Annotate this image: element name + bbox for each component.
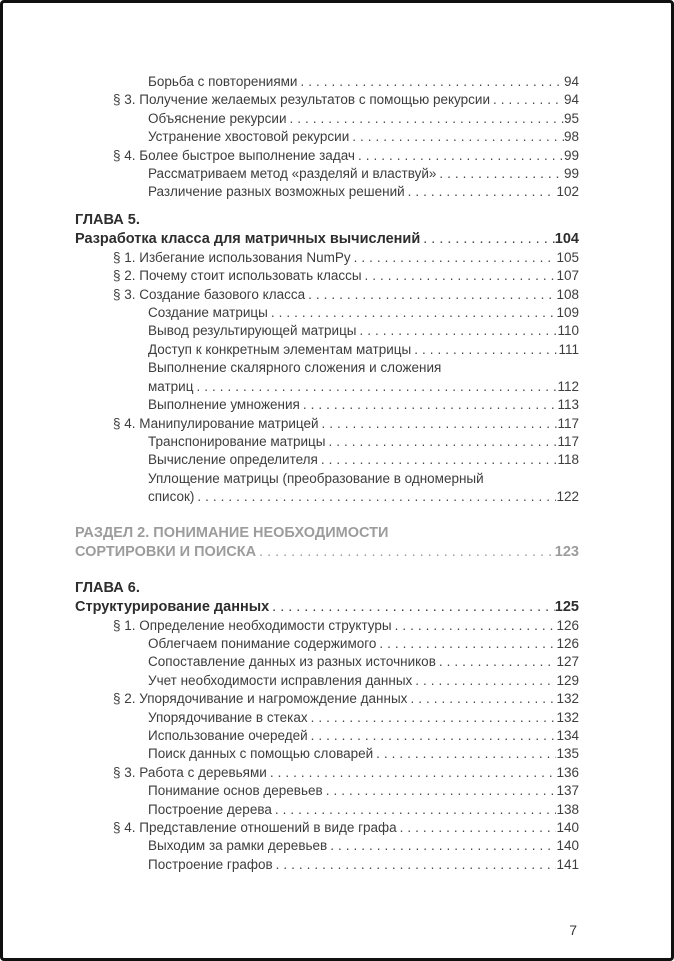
page-number: 7 <box>569 922 577 938</box>
toc-entry-title: Различение разных возможных решений <box>148 184 405 200</box>
toc-entry-title: Использование очередей <box>148 727 308 743</box>
toc-entry <box>75 304 579 322</box>
toc-entry-title: Выходим за рамки деревьев <box>148 838 328 854</box>
toc-entry <box>75 856 579 874</box>
toc-dot-leader <box>272 801 557 819</box>
toc-entry <box>75 745 579 763</box>
toc-entry-title: Понимание основ деревьев <box>148 783 323 799</box>
toc-page-number: 140 <box>556 820 579 835</box>
toc-entry-title: § 2. Почему стоит использовать классы <box>113 268 362 284</box>
toc-page-number: 117 <box>557 433 579 449</box>
toc-entry-title: Устранение хвостовой рекурсии <box>148 129 350 145</box>
toc-page-number: 140 <box>556 838 579 854</box>
toc-dot-leader <box>436 165 564 183</box>
toc-entry-title: § 1. Определение необходимости структуры <box>113 617 392 633</box>
toc-page-number: 108 <box>556 286 579 302</box>
toc-dot-leader <box>273 856 557 874</box>
toc-page-number: 94 <box>563 92 579 108</box>
toc-dot-leader <box>327 837 556 855</box>
toc-page-number: 123 <box>554 543 579 560</box>
toc-section-heading-title: СОРТИРОВКИ И ПОИСКА <box>75 543 257 560</box>
toc-page-number: 132 <box>556 691 579 707</box>
toc-page-number: 105 <box>556 249 579 265</box>
toc-entry-title: § 3. Работа с деревьями <box>113 764 267 780</box>
toc-page-number: 117 <box>557 415 579 431</box>
toc-entry <box>75 433 579 451</box>
toc-dot-leader <box>392 617 557 635</box>
toc-page-number: 135 <box>556 746 579 762</box>
toc-chapter-label-title: ГЛАВА 6. <box>75 579 140 596</box>
toc-dot-leader <box>373 745 556 763</box>
toc-entry <box>75 764 579 782</box>
toc-dot-leader <box>297 73 563 91</box>
toc-chapter-label <box>75 211 579 230</box>
toc-entry-title: Вычисление определителя <box>148 452 318 468</box>
toc-page-number: 127 <box>556 654 579 670</box>
toc-entry <box>75 801 579 819</box>
toc-page-number: 110 <box>557 323 579 339</box>
toc-page-number: 136 <box>556 764 579 780</box>
toc-dot-leader <box>420 230 555 249</box>
toc-entry <box>75 286 579 304</box>
toc-dot-leader <box>269 598 555 617</box>
toc-dot-leader <box>407 690 556 708</box>
toc-entry-title: § 4. Более быстрое выполнение задач <box>113 147 355 163</box>
toc-page-number: 112 <box>557 378 579 394</box>
toc-entry <box>75 73 579 91</box>
toc-dot-leader <box>300 396 558 414</box>
toc-page-number: 125 <box>554 598 579 615</box>
toc-dot-leader <box>376 635 556 653</box>
toc-dot-leader <box>256 543 555 562</box>
toc-block-section <box>75 524 579 562</box>
toc-dot-leader <box>357 322 558 340</box>
toc-dot-leader <box>349 128 564 146</box>
toc-dot-leader <box>325 433 557 451</box>
toc-page-number: 132 <box>556 709 579 725</box>
toc-entry-title: Построение дерева <box>148 801 272 817</box>
toc-entry-title: § 2. Упорядочивание и нагромождение данных <box>113 691 408 707</box>
toc-dot-leader <box>362 267 557 285</box>
toc-entry-title: Выполнение умножения <box>148 397 300 413</box>
toc-entry-title: Уплощение матрицы (преобразование в одномерный <box>148 470 484 486</box>
toc-entry <box>75 470 579 488</box>
toc-chapter-title <box>75 598 579 617</box>
toc-entry <box>75 267 579 285</box>
toc-page-number: 111 <box>558 341 579 357</box>
toc-dot-leader <box>397 819 557 837</box>
toc-dot-leader <box>405 183 557 201</box>
toc-dot-leader <box>411 341 558 359</box>
toc-page-number: 141 <box>556 856 579 872</box>
toc-page-number: 118 <box>557 452 579 468</box>
toc-entry <box>75 617 579 635</box>
toc-page-number: 107 <box>556 268 579 284</box>
toc-dot-leader <box>351 249 557 267</box>
toc-entry <box>75 396 579 414</box>
toc-entry <box>75 183 579 201</box>
toc-chapter-title-title: Разработка класса для матричных вычислений <box>75 230 421 247</box>
toc-page-number: 98 <box>563 129 579 145</box>
toc-chapter-title <box>75 230 579 249</box>
toc-entry <box>75 488 579 506</box>
toc-dot-leader <box>412 672 556 690</box>
toc-entry <box>75 165 579 183</box>
toc-entry <box>75 672 579 690</box>
toc-page-number: 113 <box>557 397 579 413</box>
toc-dot-leader <box>194 488 556 506</box>
toc-page-number: 126 <box>556 617 579 633</box>
toc-entry-title: Доступ к конкретным элементам матрицы <box>148 341 412 357</box>
toc-dot-leader <box>193 378 557 396</box>
toc-entry-title: список) <box>148 489 195 505</box>
toc-entry-title: Борьба с повторениями <box>148 74 298 89</box>
toc-block-entries <box>75 73 579 202</box>
toc-chapter-label <box>75 579 579 598</box>
toc-entry-title: Выполнение скалярного сложения и сложения <box>148 360 442 376</box>
toc-entry-title: Сопоставление данных из разных источников <box>148 654 436 670</box>
toc-entry-title: § 4. Представление отношений в виде графа <box>113 820 397 835</box>
toc-entry <box>75 837 579 855</box>
toc-page-number: 138 <box>556 801 579 817</box>
toc-dot-leader <box>305 286 556 304</box>
toc-page-number: 109 <box>556 305 579 321</box>
toc-entry-title: Создание матрицы <box>148 305 268 321</box>
toc-page-number: 104 <box>554 230 579 247</box>
toc-page-number: 129 <box>556 672 579 688</box>
toc-page-number: 122 <box>556 489 579 505</box>
toc-entry <box>75 782 579 800</box>
toc-section-heading-title: РАЗДЕЛ 2. ПОНИМАНИЕ НЕОБХОДИМОСТИ <box>75 524 389 541</box>
toc-entry <box>75 819 579 837</box>
toc-dot-leader <box>268 304 557 322</box>
toc-entry <box>75 341 579 359</box>
toc-dot-leader <box>267 764 557 782</box>
toc-page-number: 94 <box>563 74 579 89</box>
toc-entry-title: § 3. Получение желаемых результатов с помощью рекурсии <box>113 92 490 108</box>
toc-entry <box>75 322 579 340</box>
toc-page-number: 126 <box>556 635 579 651</box>
toc-page-number: 99 <box>563 147 579 163</box>
toc-entry <box>75 451 579 469</box>
toc-entry <box>75 128 579 146</box>
toc-entry <box>75 249 579 267</box>
toc-chapter-label-title: ГЛАВА 5. <box>75 211 140 228</box>
toc-dot-leader <box>308 709 557 727</box>
toc-entry <box>75 378 579 396</box>
toc-chapter-title-title: Структурирование данных <box>75 598 270 615</box>
toc-entry <box>75 727 579 745</box>
toc-entry-title: § 3. Создание базового класса <box>113 286 306 302</box>
toc-entry-title: Вывод результирующей матрицы <box>148 323 357 339</box>
toc-block-chapter <box>75 211 579 507</box>
toc-dot-leader <box>318 451 558 469</box>
toc-dot-leader <box>355 147 564 165</box>
toc-entry <box>75 690 579 708</box>
toc-entry <box>75 415 579 433</box>
toc-entry <box>75 653 579 671</box>
toc-entry-title: § 4. Манипулирование матрицей <box>113 415 319 431</box>
toc <box>75 73 579 874</box>
toc-entry <box>75 110 579 128</box>
toc-entry <box>75 709 579 727</box>
toc-section-heading <box>75 524 579 543</box>
toc-entry <box>75 91 579 109</box>
toc-entry-title: Транспонирование матрицы <box>148 433 326 449</box>
toc-page-number: 95 <box>563 110 579 126</box>
toc-entry <box>75 635 579 653</box>
toc-dot-leader <box>319 415 558 433</box>
toc-entry-title: Поиск данных с помощью словарей <box>148 746 374 762</box>
toc-entry-title: Рассматриваем метод «разделяй и властвуй» <box>148 166 437 182</box>
toc-dot-leader <box>287 110 564 128</box>
toc-page-number: 102 <box>556 184 579 200</box>
toc-page-number: 137 <box>556 783 579 799</box>
toc-section-heading <box>75 543 579 562</box>
toc-dot-leader <box>436 653 557 671</box>
toc-page-number: 99 <box>563 166 579 182</box>
toc-entry-title: Упорядочивание в стеках <box>148 709 308 725</box>
toc-page-number: 134 <box>556 727 579 743</box>
toc-dot-leader <box>490 91 564 109</box>
toc-entry <box>75 147 579 165</box>
toc-entry-title: матриц <box>148 378 194 394</box>
toc-dot-leader <box>308 727 557 745</box>
toc-entry-title: Объяснение рекурсии <box>148 110 287 126</box>
toc-block-chapter <box>75 579 579 875</box>
toc-dot-leader <box>323 782 557 800</box>
toc-entry-title: Облегчаем понимание содержимого <box>148 635 377 651</box>
toc-entry <box>75 359 579 377</box>
toc-entry-title: Построение графов <box>148 856 273 872</box>
toc-entry-title: § 1. Избегание использования NumPy <box>113 249 351 265</box>
toc-entry-title: Учет необходимости исправления данных <box>148 672 413 688</box>
